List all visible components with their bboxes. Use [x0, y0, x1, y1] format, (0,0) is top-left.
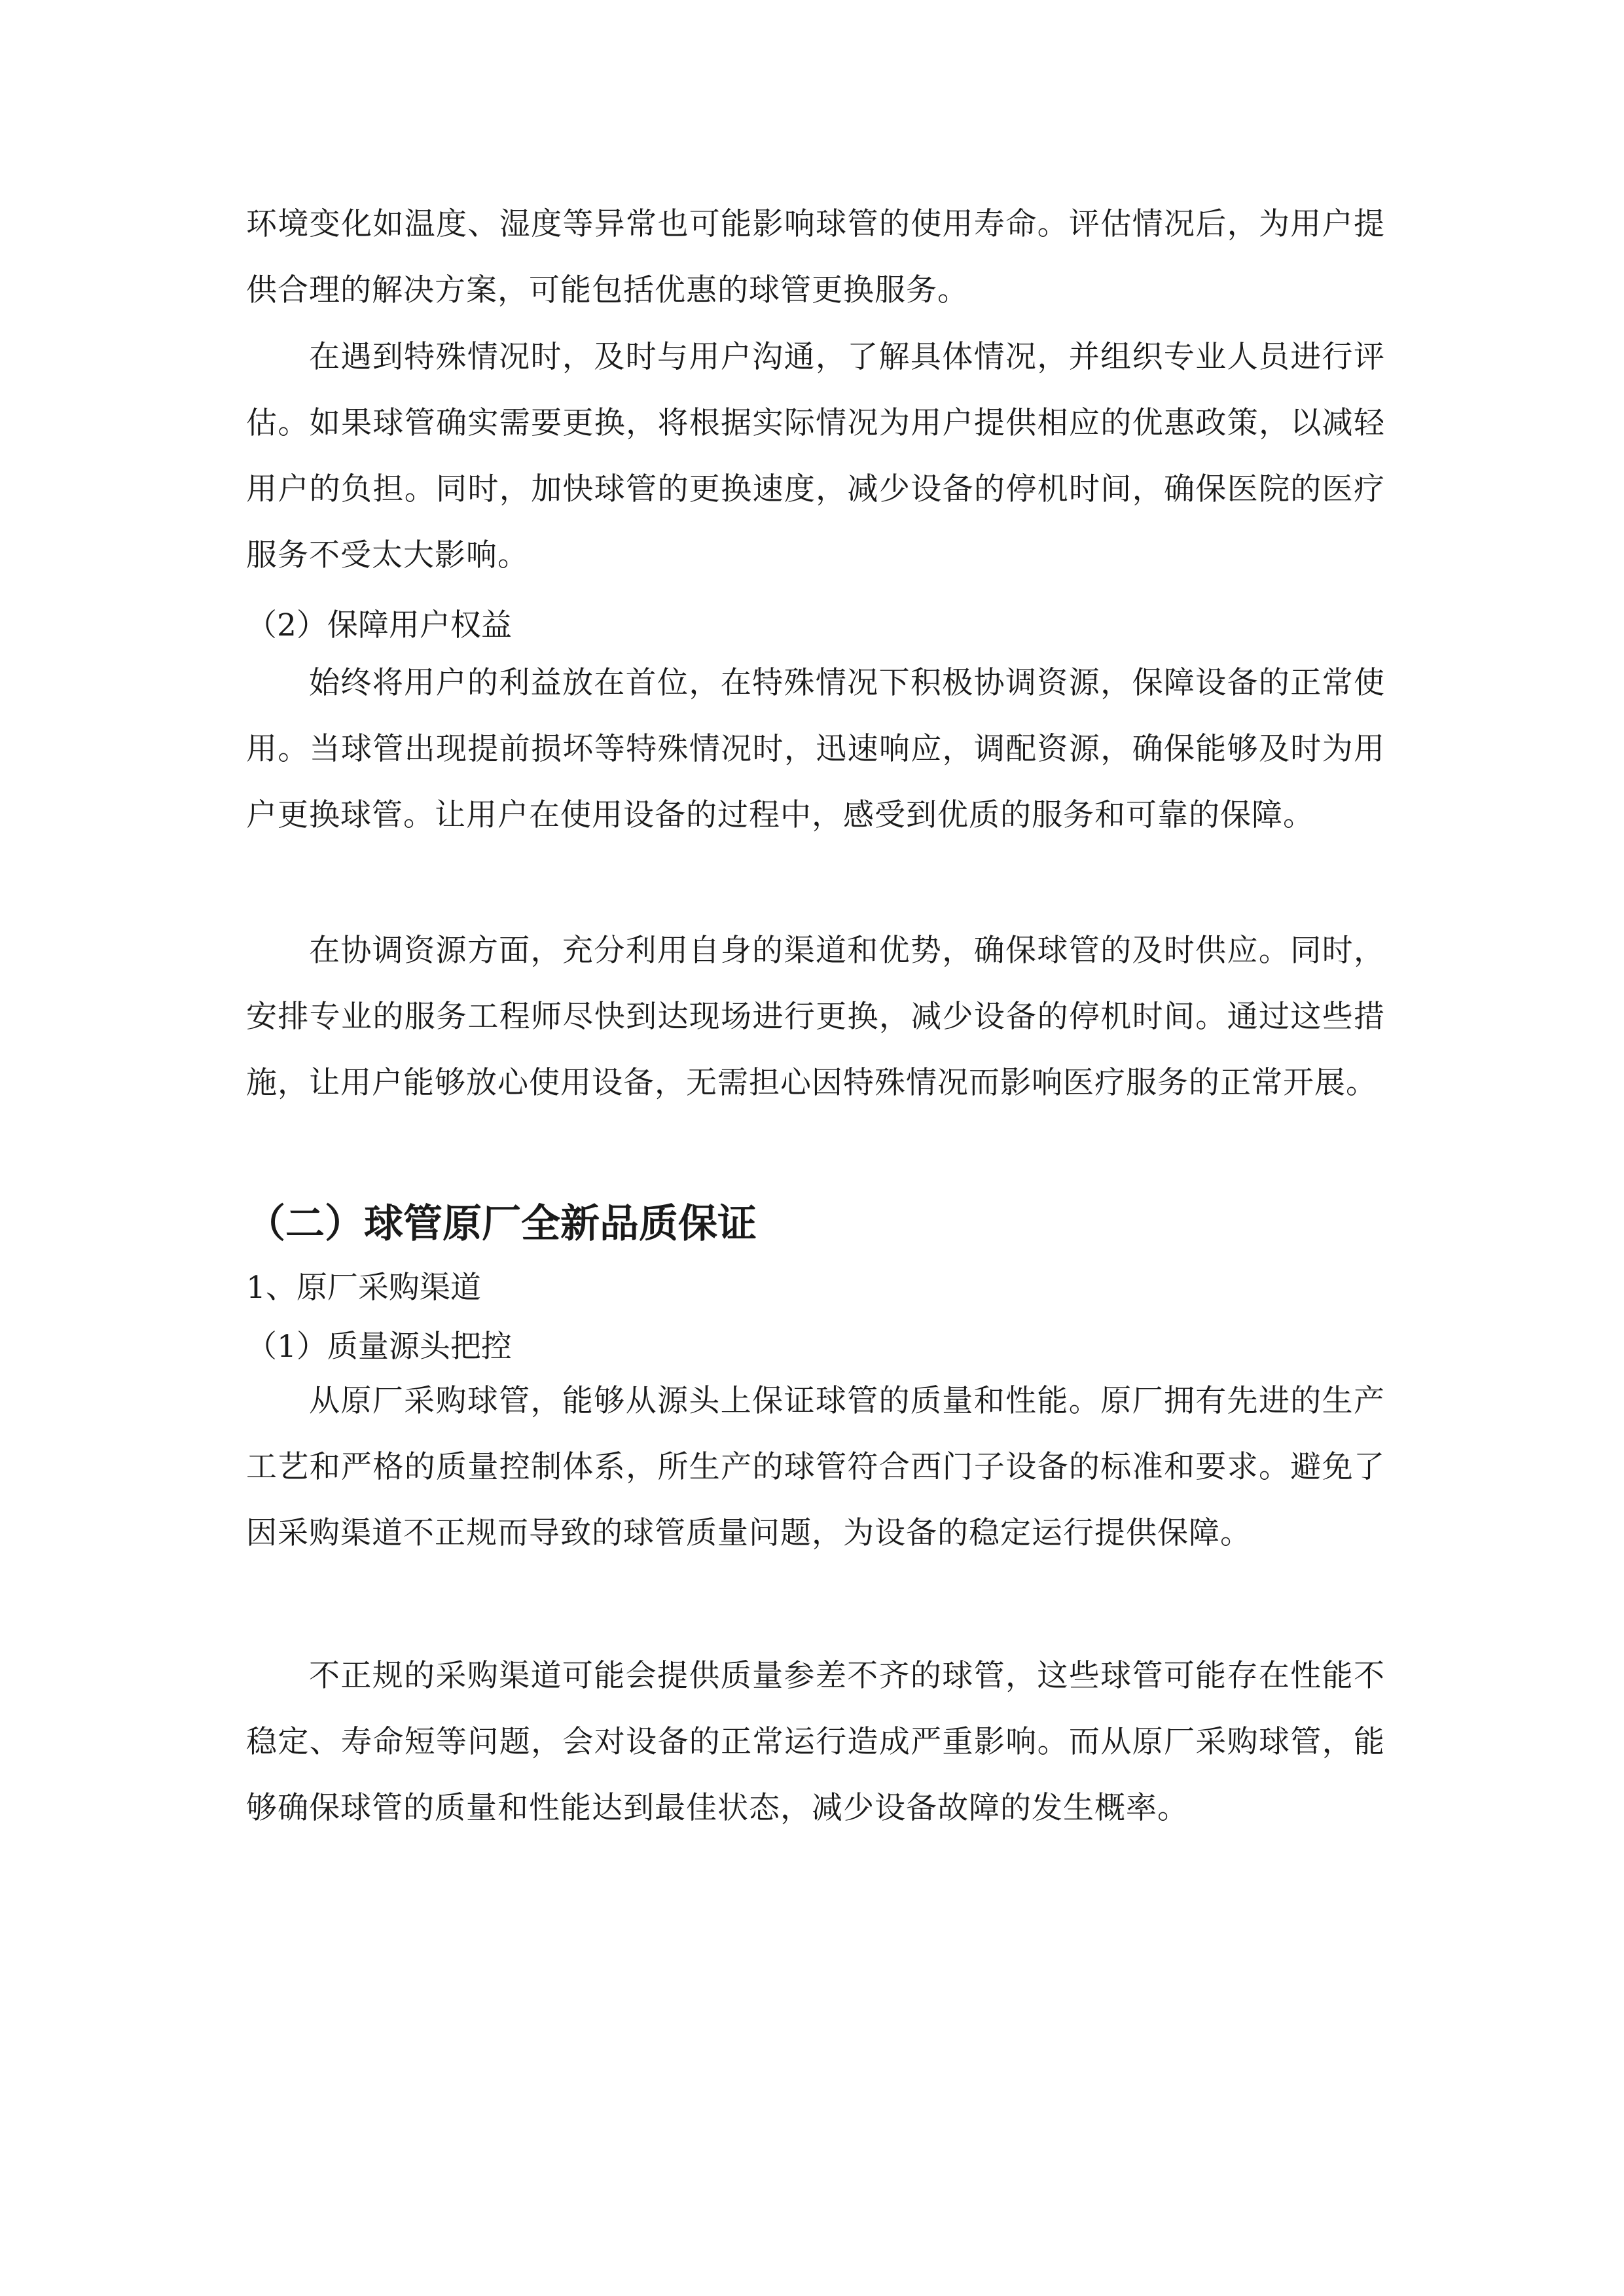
paragraph-special-situations: 在遇到特殊情况时，及时与用户沟通，了解具体情况，并组织专业人员进行评估。如果球管确实需要更换，将根据实际情况为用户提供相应的优惠政策，以减轻用户的负担。同时，加快球管的更换速度，减少设备的停机时间，确保医院的医疗服务不受太大影响。: [246, 339, 1385, 573]
section-heading-original-quality: （二）球管原厂全新品质保证: [246, 1201, 757, 1247]
subheading-original-purchase-channel: 1、原厂采购渠道: [246, 1270, 481, 1306]
paragraph-irregular-channels: 不正规的采购渠道可能会提供质量参差不齐的球管，这些球管可能存在性能不稳定、寿命短等问题，会对设备的正常运行造成严重影响。而从原厂采购球管，能够确保球管的质量和性能达到最佳状态，减少设备故障的发生概率。: [246, 1658, 1385, 1826]
paragraph-environment-impact: 环境变化如温度、湿度等异常也可能影响球管的使用寿命。评估情况后，为用户提供合理的解决方案，可能包括优惠的球管更换服务。: [246, 206, 1385, 308]
subheading-guarantee-user-rights: （2）保障用户权益: [246, 607, 512, 643]
paragraph-user-interest-first: 始终将用户的利益放在首位，在特殊情况下积极协调资源，保障设备的正常使用。当球管出现提前损坏等特殊情况时，迅速响应，调配资源，确保能够及时为用户更换球管。让用户在使用设备的过程中，感受到优质的服务和可靠的保障。: [246, 665, 1385, 833]
paragraph-resource-coordination: 在协调资源方面，充分利用自身的渠道和优势，确保球管的及时供应。同时，安排专业的服务工程师尽快到达现场进行更换，减少设备的停机时间。通过这些措施，让用户能够放心使用设备，无需担心因特殊情况而影响医疗服务的正常开展。: [246, 933, 1385, 1101]
subheading-quality-source-control: （1）质量源头把控: [246, 1329, 512, 1365]
paragraph-original-purchase: 从原厂采购球管，能够从源头上保证球管的质量和性能。原厂拥有先进的生产工艺和严格的质量控制体系，所生产的球管符合西门子设备的标准和要求。避免了因采购渠道不正规而导致的球管质量问题，为设备的稳定运行提供保障。: [246, 1383, 1385, 1551]
